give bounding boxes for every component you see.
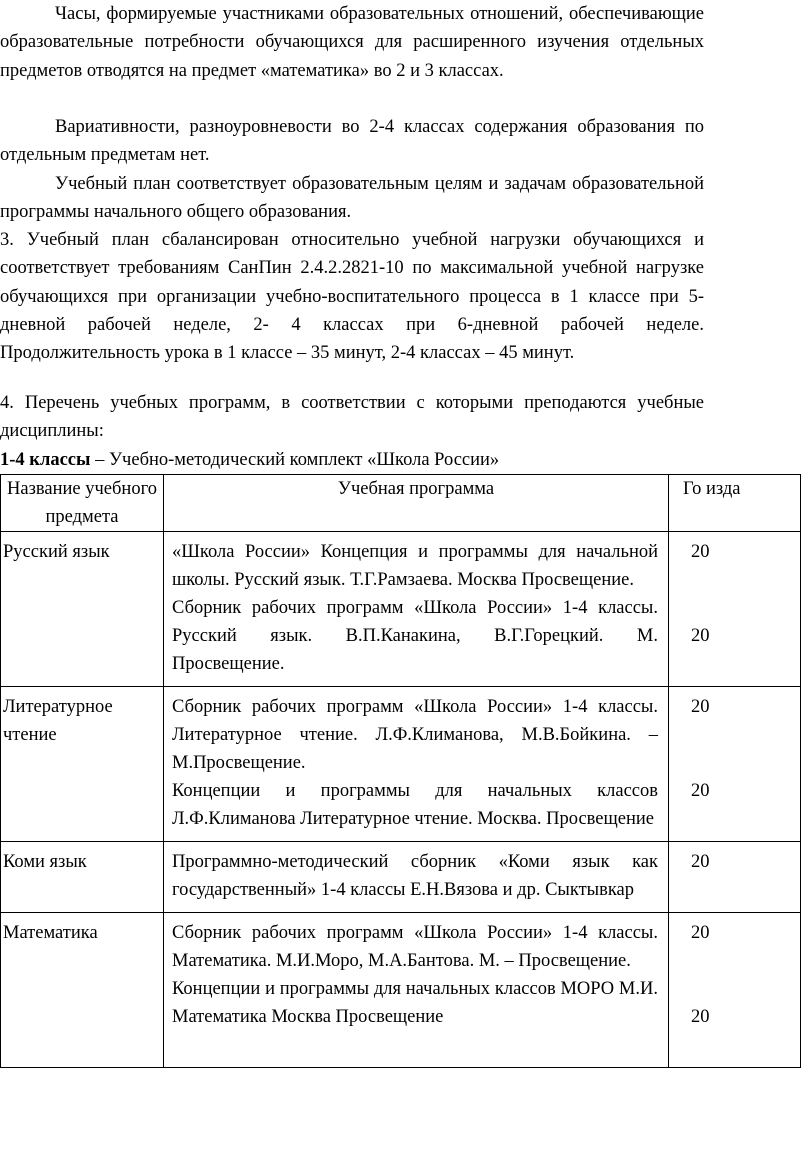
table-row	[1, 687, 801, 842]
program-cell	[164, 532, 669, 687]
paragraph-variability: Вариативности, разноуровневости во 2-4 классах содержания образования по отдельным предметам нет.	[0, 117, 704, 166]
program-cell	[164, 913, 669, 1068]
table-header-row	[1, 475, 801, 532]
program-item: Концепции и программы для начальных классов МОРО М.И. Математика Москва Просвещение	[172, 979, 658, 1027]
header-subject: Название учебного предмета	[1, 475, 164, 532]
caption-kit: – Учебно-методический комплект «Школа России»	[90, 450, 500, 470]
year-cell	[669, 687, 801, 842]
program-cell	[164, 842, 669, 913]
paragraph-extended-study-hours: Часы, формируемые участниками образовательных отношений, обеспечивающие образовательные потребности обучающихся для расширенного изучения отдельных предметов отводятся на предмет «математика» во 2 и 3 классах.	[0, 4, 704, 81]
year-cell	[669, 532, 801, 687]
subject-cell: Русский язык	[1, 532, 164, 687]
header-year: Го изда	[669, 475, 801, 532]
table-caption	[0, 446, 499, 474]
table-row	[1, 532, 801, 687]
curriculum-programs-table	[0, 474, 801, 1068]
program-item: Концепции и программы для начальных классов Л.Ф.Климанова Литературное чтение. Москва. Просвещение	[172, 781, 658, 829]
subject-cell: Литературное чтение	[1, 687, 164, 842]
table-row	[1, 913, 801, 1068]
header-program: Учебная программа	[164, 475, 669, 532]
year-value: 20	[691, 852, 710, 872]
table-row	[1, 842, 801, 913]
program-item: Сборник рабочих программ «Школа России» 1-4 классы. Русский язык. В.П.Канакина, В.Г.Горецкий. М. Просвещение.	[172, 598, 658, 674]
program-item: Программно-методический сборник «Коми язык как государственный» 1-4 классы Е.Н.Вязова и др. Сыктывкар	[172, 852, 658, 900]
year-value: 20	[691, 923, 710, 943]
year-cell	[669, 913, 801, 1068]
caption-grades: 1-4 классы	[0, 450, 91, 470]
year-cell	[669, 842, 801, 913]
program-cell	[164, 687, 669, 842]
year-value: 20	[691, 542, 710, 562]
year-value: 20	[691, 626, 710, 646]
paragraph-program-list-intro: 4. Перечень учебных программ, в соответствии с которыми преподаются учебные дисциплины:	[0, 393, 704, 442]
year-value: 20	[691, 781, 710, 801]
year-value: 20	[691, 697, 710, 717]
paragraph-workload-balance: 3. Учебный план сбалансирован относительно учебной нагрузки обучающихся и соответствует требованиям СанПин 2.4.2.2821-10 по максимальной учебной нагрузке обучающихся при организации учебно-воспитательного процесса в 1 классе при 5-дневной рабочей неделе, 2- 4 классах при 6-дневной рабочей неделе. Продолжительность урока в 1 классе – 35 минут, 2-4 классах – 45 минут.	[0, 230, 704, 364]
program-item: Сборник рабочих программ «Школа России» 1-4 классы. Математика. М.И.Моро, М.А.Бантова. М. – Просвещение.	[172, 923, 658, 971]
year-value: 20	[691, 1007, 710, 1027]
paragraph-plan-goals: Учебный план соответствует образовательным целям и задачам образовательной программы начального общего образования.	[0, 174, 704, 223]
program-item: Сборник рабочих программ «Школа России» 1-4 классы. Литературное чтение. Л.Ф.Климанова, М.В.Бойкина. – М.Просвещение.	[172, 697, 658, 773]
subject-cell: Математика	[1, 913, 164, 1068]
subject-cell: Коми язык	[1, 842, 164, 913]
program-item: «Школа России» Концепция и программы для начальной школы. Русский язык. Т.Г.Рамзаева. Москва Просвещение.	[172, 542, 658, 590]
